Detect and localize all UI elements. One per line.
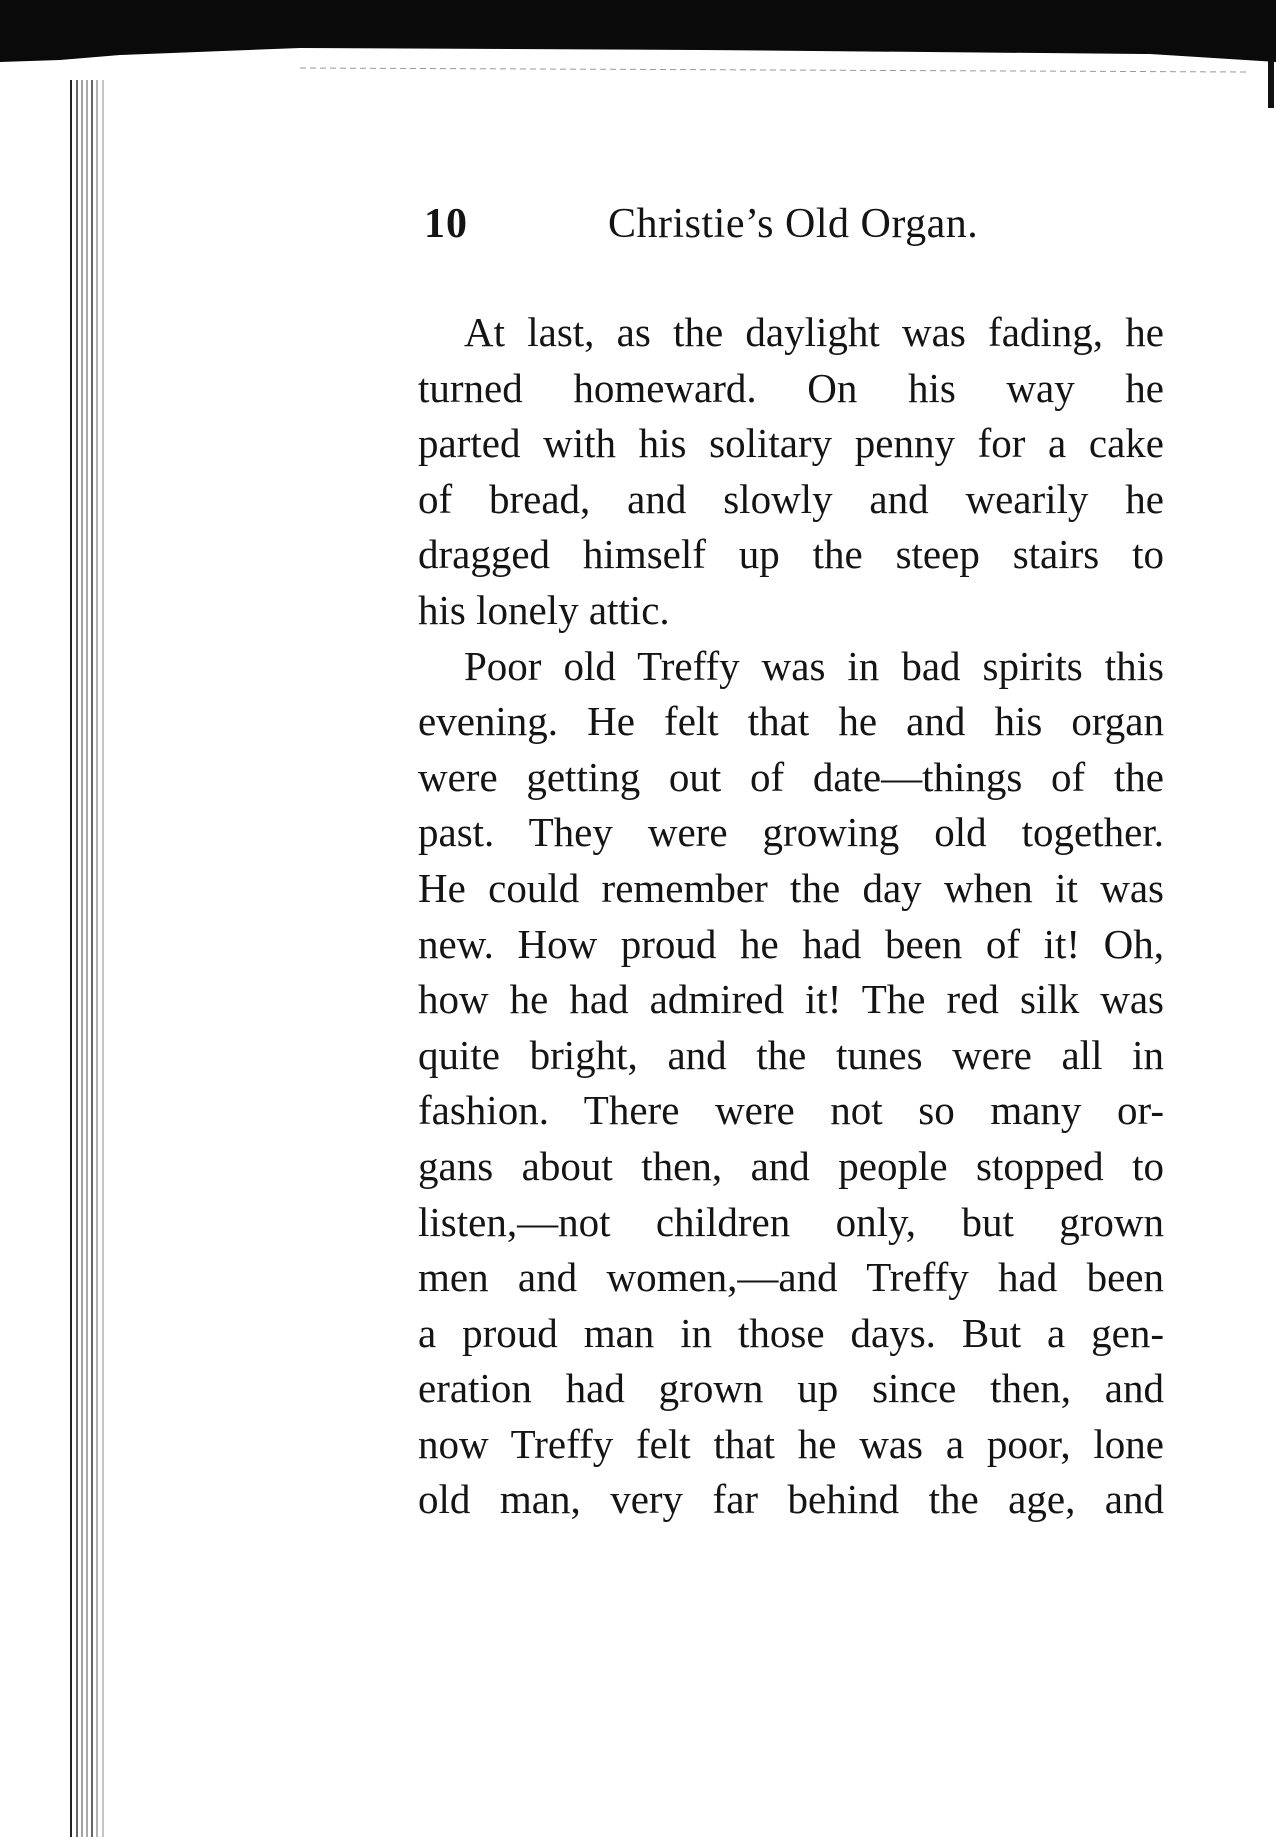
text-line: parted with his solitary penny for a cake <box>418 420 1164 467</box>
paragraph-1 <box>418 305 1164 639</box>
text-line: past. They were growing old together. <box>418 809 1164 856</box>
scan-top-edge <box>0 0 1276 80</box>
text-line: fashion. There were not so many or- <box>418 1087 1164 1134</box>
text-line: men and women,—and Treffy had been <box>418 1254 1164 1301</box>
text-line: were getting out of date—things of the <box>418 753 1164 800</box>
text-line: now Treffy felt that he was a poor, lone <box>418 1420 1164 1467</box>
text-line: a proud man in those days. But a gen- <box>418 1309 1164 1356</box>
text-line: listen,—not children only, but grown <box>418 1198 1164 1245</box>
text-line: turned homeward. On his way he <box>418 364 1164 411</box>
text-line: old man, very far behind the age, and <box>418 1476 1164 1523</box>
running-title: Christie’s Old Organ. <box>608 201 979 247</box>
page-header <box>424 200 1164 260</box>
text-line: quite bright, and the tunes were all in <box>418 1031 1164 1078</box>
text-line: eration had grown up since then, and <box>418 1365 1164 1412</box>
text-line: He could remember the day when it was <box>418 864 1164 911</box>
text-line: how he had admired it! The red silk was <box>418 976 1164 1023</box>
text-line: At last, as the daylight was fading, he <box>464 309 1164 355</box>
text-line: his lonely attic. <box>418 586 670 633</box>
page-number: 10 <box>424 201 468 247</box>
book-binding-edge <box>68 80 108 1837</box>
text-line: Poor old Treffy was in bad spirits this <box>464 642 1164 689</box>
text-line: dragged himself up the steep stairs to <box>418 531 1164 578</box>
body-text <box>418 305 1164 1528</box>
text-line: of bread, and slowly and wearily he <box>418 475 1164 522</box>
scan-right-edge <box>1256 60 1276 120</box>
text-line: evening. He felt that he and his organ <box>418 698 1164 745</box>
text-line: gans about then, and people stopped to <box>418 1142 1164 1189</box>
paragraph-2 <box>418 639 1164 1529</box>
text-line: new. How proud he had been of it! Oh, <box>418 920 1164 967</box>
